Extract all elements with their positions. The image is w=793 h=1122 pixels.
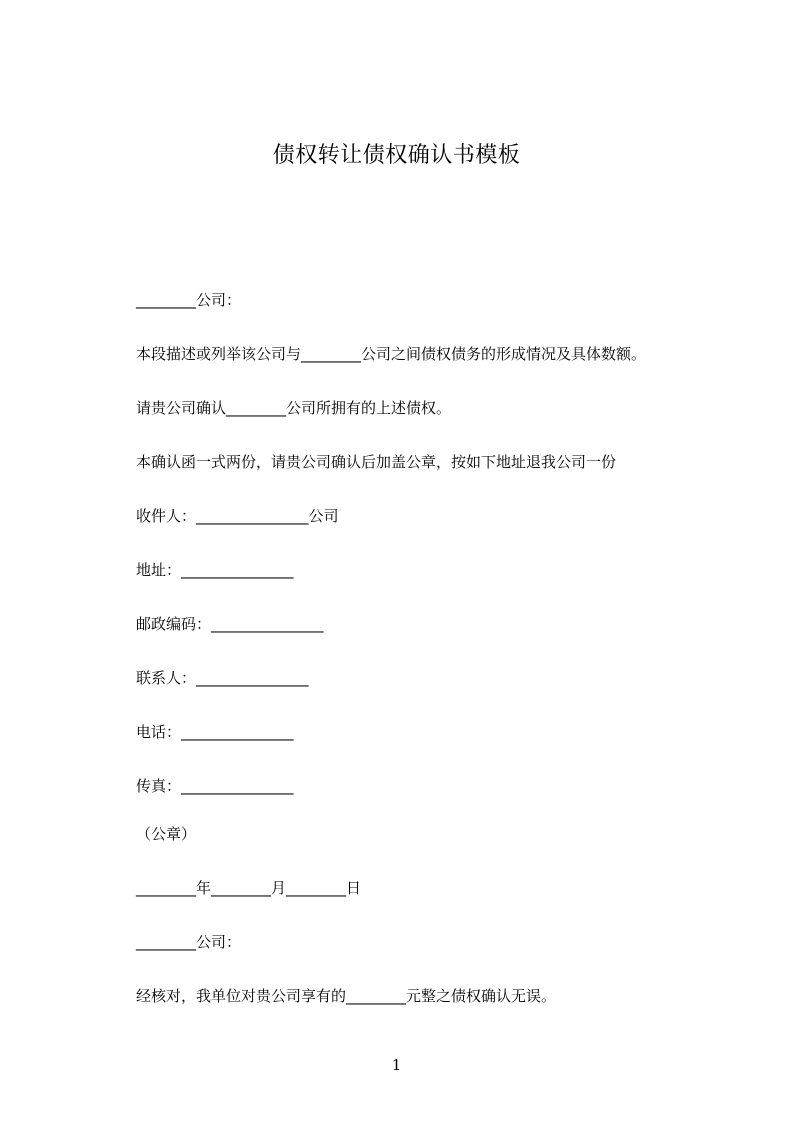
document-title: 债权转让债权确认书模板 xyxy=(272,143,521,168)
official-seal-line: （公章） xyxy=(136,825,197,843)
recipient-line: 收件人：_______________公司 xyxy=(136,507,339,525)
contact-person-line: 联系人：_______________ xyxy=(136,669,309,687)
second-addressee-company-line: ________公司： xyxy=(136,933,242,951)
addressee-company-line: ________公司： xyxy=(136,291,242,309)
address-line: 地址：_______________ xyxy=(136,561,294,579)
verification-statement-line: 经核对，我单位对贵公司享有的________元整之债权确认无误。 xyxy=(136,987,557,1005)
fax-line: 传真：_______________ xyxy=(136,777,294,795)
page-number: 1 xyxy=(391,1056,402,1074)
phone-line: 电话：_______________ xyxy=(136,723,294,741)
postal-code-line: 邮政编码：_______________ xyxy=(136,615,324,633)
date-line: ________年________月________日 xyxy=(136,879,362,897)
debt-description-line: 本段描述或列举该公司与________公司之间债权债务的形成情况及具体数额。 xyxy=(136,345,647,363)
confirmation-request-line: 请贵公司确认________公司所拥有的上述债权。 xyxy=(136,399,452,417)
copies-instruction-line: 本确认函一式两份，请贵公司确认后加盖公章，按如下地址退我公司一份 xyxy=(136,453,617,471)
